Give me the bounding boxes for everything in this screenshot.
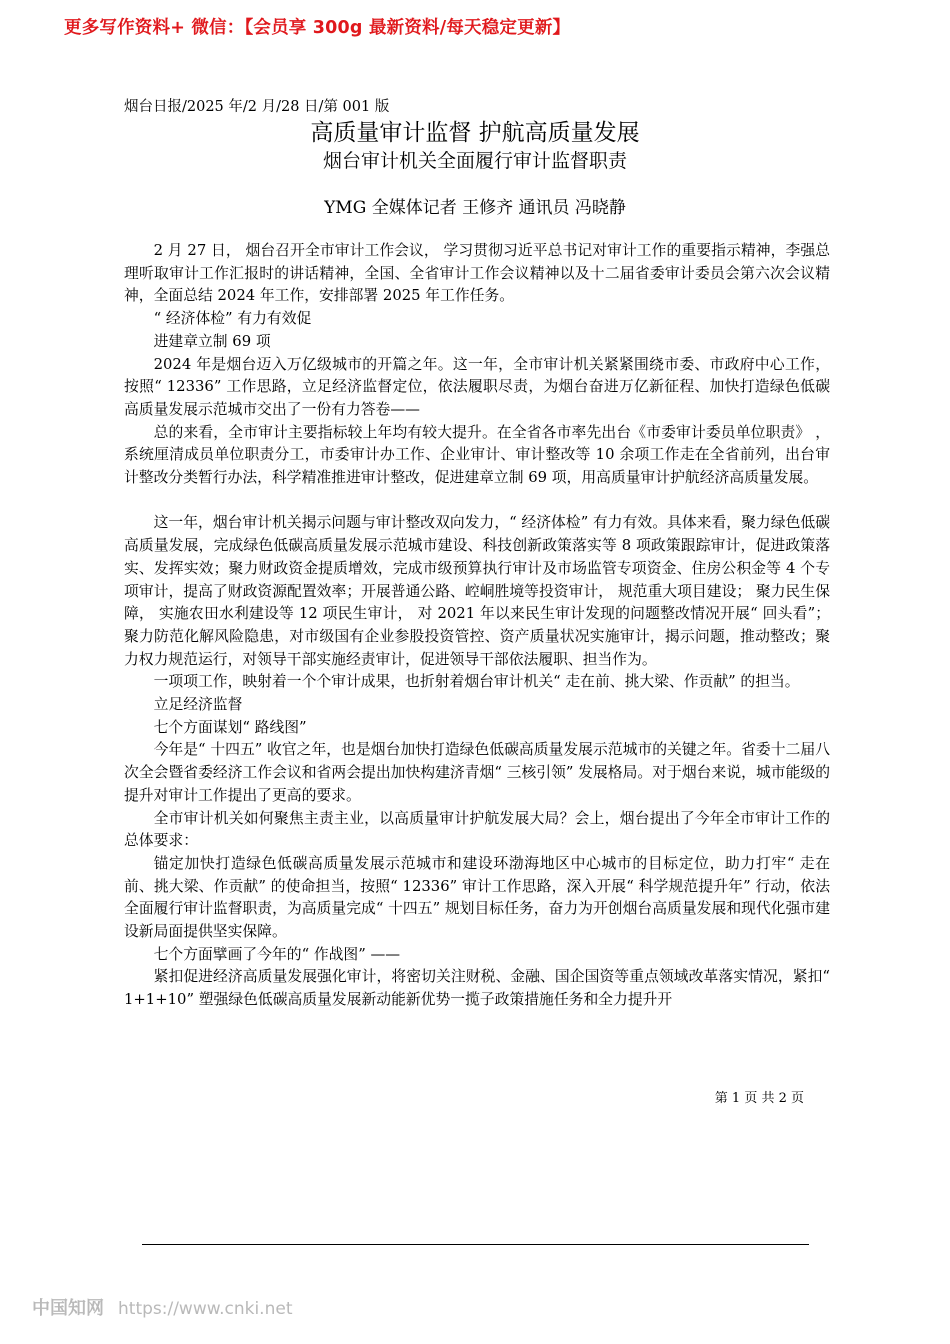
paragraph: 紧扣促进经济高质量发展强化审计，将密切关注财税、金融、国企国资等重点领域改革落实情况，紧扣“ 1+1+10” 塑强绿色低碳高质量发展新动能新优势一揽子政策措施任务和全力提升开 (124, 968, 830, 1009)
paragraph: 总的来看，全市审计主要指标较上年均有较大提升。在全省各市率先出台《市委审计委员单位职责》 ，系统厘清成员单位职责分工，市委审计办工作、企业审计、审计整改等 10 余项工作走在全省前列，出台审计整改分类暂行办法，科学精准推进审计整改，促进建章立制 69 项，用高质量审计护航经济高质量发展。 (124, 423, 830, 487)
cnki-logo-text: 中国知网 (32, 1298, 104, 1319)
paragraph: 全市审计机关如何聚焦主责主业，以高质量审计护航发展大局？会上，烟台提出了今年全市审计工作的总体要求： (124, 809, 830, 850)
paragraph: 今年是“ 十四五” 收官之年，也是烟台加快打造绿色低碳高质量发展示范城市的关键之年。省委十二届八次全会暨省委经济工作会议和省两会提出加快构建济青烟“ 三核引领” 发展格局。对于烟台来说，城市能级的提升对审计工作提出了更高的要求。 (124, 741, 830, 804)
paragraph: 锚定加快打造绿色低碳高质量发展示范城市和建设环渤海地区中心城市的目标定位，助力打牢“ 走在前、挑大梁、作贡献” 的使命担当，按照“ 12336” 审计工作思路，深入开展“ 科学规范提升年” 行动，依法全面履行审计监督职责，为高质量完成“ 十四五” 规划目标任务，奋力为开创烟台高质量发展和现代化强市建设新局面提供坚实保障。 (124, 854, 830, 941)
page-number: 第 1 页 共 2 页 (714, 1091, 804, 1106)
paragraph: 一项项工作，映射着一个个审计成果，也折射着烟台审计机关“ 走在前、挑大梁、作贡献” 的担当。 (153, 673, 800, 691)
section-heading: 立足经济监督 (153, 696, 243, 714)
article-body (124, 240, 830, 1012)
promo-banner: 更多写作资料+ 微信：【会员享 300g 最新资料/每天稳定更新】 (64, 18, 571, 38)
paragraph: 这一年，烟台审计机关揭示问题与审计整改双向发力，“ 经济体检” 有力有效。具体来看，聚力绿色低碳高质量发展，完成绿色低碳高质量发展示范城市建设、科技创新政策落实等 8 项政策跟踪审计，促进政策落实、发挥实效；聚力财政资金提质增效，完成市级预算执行审计及市场监管专项资金、住房公积金等 4 个专项审计，提高了财政资源配置效率；开展普通公路、崆峒胜境等投资审计， 规范重大项目建设； 聚力民生保障， 实施农田水利建设等 12 项民生审计， 对 2021 年以来民生审计发现的问题整改情况开展“ 回头看”；聚力防范化解风险隐患，对市级国有企业参股投资管控、资产质量状况实施审计，揭示问题，推动整改；聚力权力规范运行，对领导干部实施经责审计，促进领导干部依法履职、担当作为。 (124, 514, 830, 668)
article-dateline: 烟台日报/2025 年/2 月/28 日/第 001 版 (124, 99, 390, 115)
article-title: 高质量审计监督 护航高质量发展 (310, 120, 640, 146)
paragraph: 2 月 27 日， 烟台召开全市审计工作会议， 学习贯彻习近平总书记对审计工作的重要指示精神，李强总理听取审计工作汇报时的讲话精神，全国、全省审计工作会议精神以及十二届省委审计委员会第六次会议精神，全面总结 2024 年工作，安排部署 2025 年工作任务。 (124, 242, 830, 305)
section-heading: 进建章立制 69 项 (153, 332, 271, 350)
section-heading: 七个方面谋划“ 路线图” (153, 718, 307, 736)
paragraph: 2024 年是烟台迈入万亿级城市的开篇之年。这一年，全市审计机关紧紧围绕市委、市政府中心工作，按照“ 12336” 工作思路，立足经济监督定位，依法履职尽责，为烟台奋进万亿新征程、加快打造绿色低碳高质量发展示范城市交出了一份有力答卷—— (124, 355, 830, 418)
cnki-url: https://www.cnki.net (118, 1299, 293, 1319)
paragraph: 七个方面擘画了今年的“ 作战图” —— (153, 945, 401, 963)
footer-divider (142, 1244, 809, 1245)
section-heading: “ 经济体检” 有力有效促 (153, 310, 312, 328)
article-byline: YMG 全媒体记者 王修齐 通讯员 冯晓静 (324, 198, 626, 218)
cnki-watermark (32, 1294, 292, 1320)
article-subtitle: 烟台审计机关全面履行审计监督职责 (322, 150, 627, 172)
